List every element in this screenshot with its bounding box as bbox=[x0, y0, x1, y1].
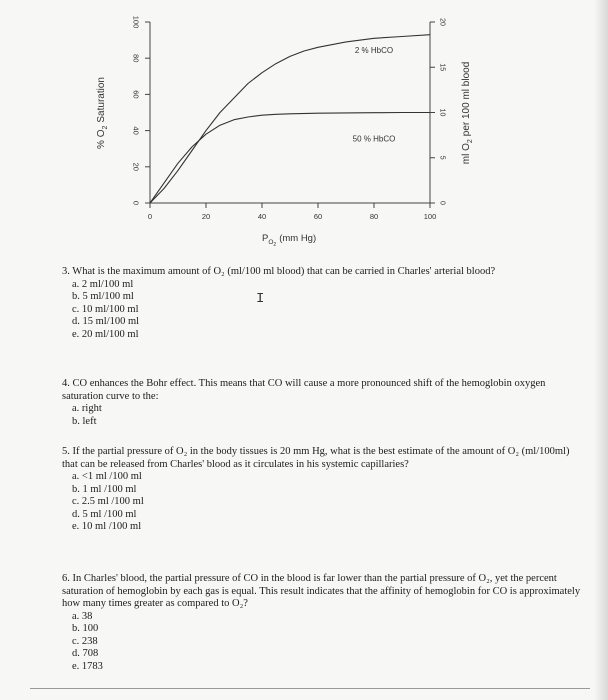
y-right-tick-label-15: 15 bbox=[438, 63, 446, 72]
question-6-option-a: a. 38 bbox=[72, 610, 93, 622]
x-tick-label-100: 100 bbox=[423, 212, 437, 221]
question-6-option-e: e. 1783 bbox=[72, 660, 103, 672]
y-left-tick-label-20: 20 bbox=[131, 162, 141, 171]
x-tick-label-40: 40 bbox=[257, 212, 267, 221]
y-right-tick-label-20: 20 bbox=[438, 18, 446, 26]
question-5-option-a: a. <1 ml /100 ml bbox=[72, 471, 142, 482]
question-4-option-a: a. right bbox=[72, 403, 102, 414]
y-right-tick-label-5: 5 bbox=[438, 155, 446, 160]
y-axis-right-title bbox=[461, 62, 474, 165]
question-3-stem: 3. What is the maximum amount of O₂ (ml/100 ml blood) that can be carried in Charles' arterial blood? bbox=[62, 266, 496, 277]
oxygen-saturation-chart bbox=[0, 0, 608, 260]
x-axis-title-main: P bbox=[262, 233, 269, 244]
y-axis-left-title-main: % O bbox=[96, 129, 107, 149]
y-left-tick-label-60: 60 bbox=[131, 90, 141, 99]
question-3 bbox=[62, 266, 582, 341]
question-3-option-c: c. 10 ml/100 ml bbox=[72, 303, 139, 315]
question-5-option-b: b. 1 ml /100 ml bbox=[72, 483, 137, 495]
x-axis-title-unit: (mm Hg) bbox=[279, 233, 317, 244]
x-axis-title-sub: O bbox=[268, 239, 274, 246]
x-axis-title bbox=[262, 233, 316, 248]
question-6-stem: 6. In Charles' blood, the partial pressure of CO in the blood is far lower than the partial pressure of O₂, yet the percent saturation of hemoglobin by each gas is equal. This result indicates that the affinity of hemoglobin for CO is approximately how many times greater as compared to O₂? bbox=[62, 573, 581, 609]
y-axis-left-title-sub: 2 bbox=[102, 125, 109, 130]
y-axis-right-title-suffix: per 100 ml blood bbox=[461, 61, 472, 137]
question-5-option-c: c. 2.5 ml /100 ml bbox=[72, 496, 144, 507]
question-4-option-b: b. left bbox=[72, 415, 97, 427]
question-3-option-b: b. 5 ml/100 ml bbox=[72, 291, 134, 302]
question-5 bbox=[62, 446, 582, 534]
y-left-tick-label-100: 100 bbox=[131, 15, 141, 29]
question-6-option-b: b. 100 bbox=[72, 623, 99, 634]
question-6 bbox=[62, 573, 582, 673]
question-3-option-d: d. 15 ml/100 ml bbox=[72, 316, 140, 327]
question-4-stem: 4. CO enhances the Bohr effect. This means that CO will cause a more pronounced shift of the hemoglobin oxygen saturation curve to the: bbox=[62, 378, 546, 402]
page-divider bbox=[30, 688, 590, 689]
y-right-tick-label-10: 10 bbox=[438, 108, 446, 117]
chart-series bbox=[150, 35, 430, 203]
chart-labels bbox=[96, 46, 474, 248]
question-5-option-d: d. 5 ml /100 ml bbox=[72, 508, 137, 520]
question-5-option-e: e. 10 ml /100 ml bbox=[72, 521, 142, 532]
series-line-hbco-50 bbox=[150, 113, 430, 204]
text-cursor-icon: I bbox=[256, 291, 265, 307]
x-tick-label-20: 20 bbox=[201, 212, 211, 221]
y-right-tick-label-0: 0 bbox=[438, 201, 446, 205]
x-tick-label-0: 0 bbox=[147, 212, 153, 221]
x-tick-label-80: 80 bbox=[369, 212, 379, 221]
page-edge-shadow bbox=[594, 0, 608, 700]
x-axis-title-sub2: 2 bbox=[273, 242, 277, 248]
x-tick-label-60: 60 bbox=[313, 212, 323, 221]
question-3-option-e: e. 20 ml/100 ml bbox=[72, 328, 139, 340]
y-axis-right-title-sub: 2 bbox=[467, 139, 474, 144]
question-6-option-d: d. 708 bbox=[72, 648, 99, 659]
y-left-tick-label-0: 0 bbox=[131, 200, 141, 206]
question-4 bbox=[62, 378, 582, 428]
y-left-tick-label-40: 40 bbox=[131, 126, 141, 135]
series-label-hbco-2: 2 % HbCO bbox=[354, 45, 394, 55]
y-axis-right-title-main: ml O bbox=[461, 143, 472, 165]
question-5-stem: 5. If the partial pressure of O₂ in the body tissues is 20 mm Hg, what is the best estimate of the amount of O₂ (ml/100ml) that can be released from Charles' blood as it circulates in his systemic capillaries? bbox=[62, 446, 570, 470]
question-6-option-c: c. 238 bbox=[72, 635, 98, 647]
series-label-hbco-50: 50 % HbCO bbox=[352, 134, 396, 144]
chart-axes bbox=[132, 16, 446, 221]
series-line-hbco-2 bbox=[150, 35, 430, 203]
y-left-tick-label-80: 80 bbox=[131, 54, 141, 63]
y-axis-left-title-suffix: Saturation bbox=[96, 77, 107, 123]
y-axis-left-title bbox=[96, 77, 109, 149]
question-3-option-a: a. 2 ml/100 ml bbox=[72, 278, 134, 290]
